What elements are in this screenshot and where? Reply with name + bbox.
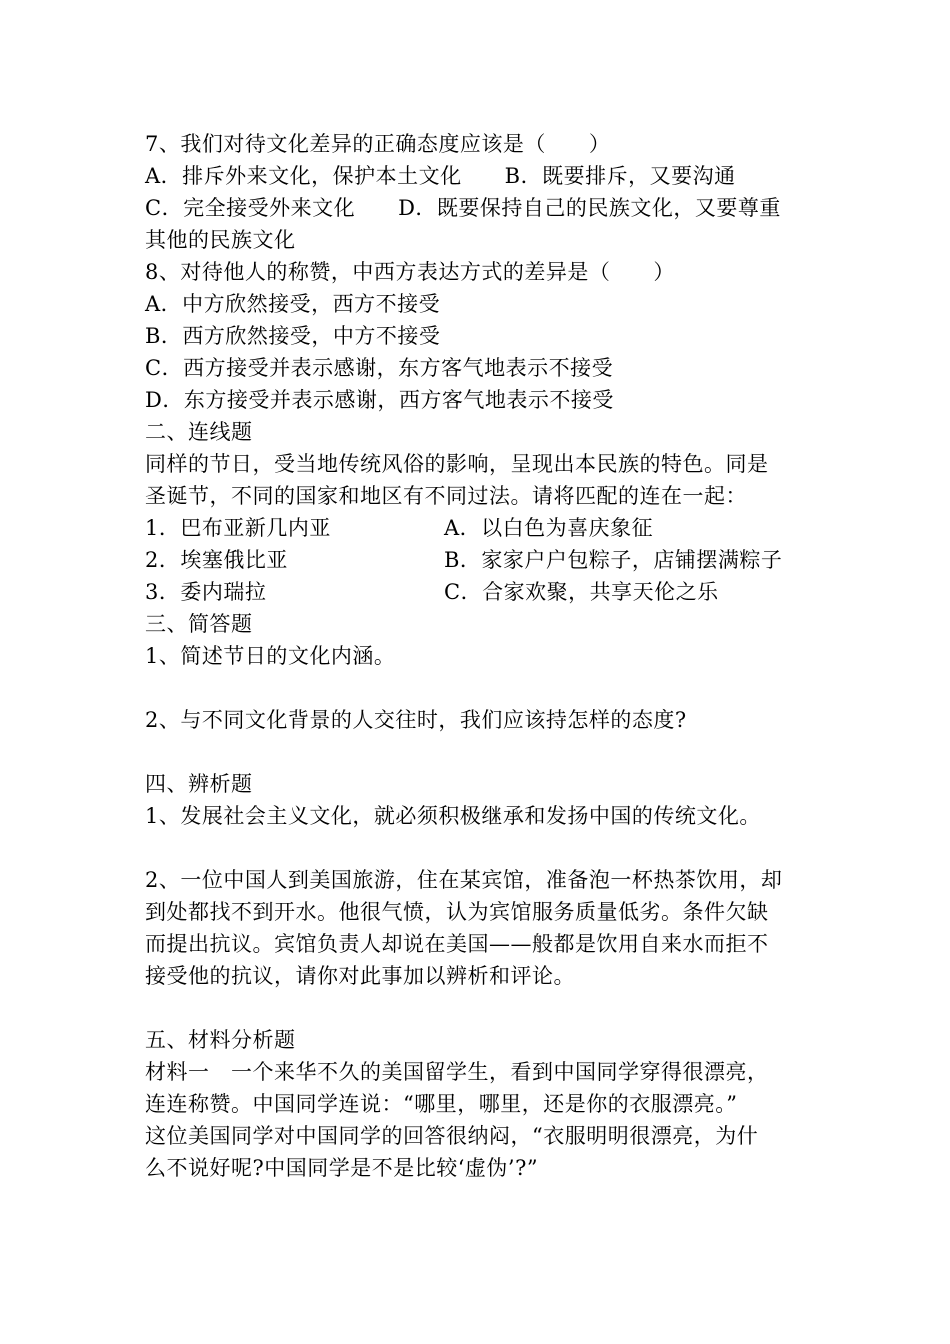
section3-q1: 1、简述节日的文化内涵。 [145, 644, 396, 668]
section4-q2-line4: 接受他的抗议，请你对此事加以辨析和评论。 [145, 964, 575, 988]
section4-title: 四、辨析题 [145, 772, 253, 796]
section2-intro-1: 同样的节日，受当地传统风俗的影响，呈现出本民族的特色。同是 [145, 452, 769, 476]
section4-q2-line3: 而提出抗议。宾馆负责人却说在美国——般都是饮用自来水而拒不 [145, 932, 769, 956]
q7-options-ab: A．排斥外来文化，保护本土文化 B．既要排斥，又要沟通 [145, 164, 736, 188]
section2-title: 二、连线题 [145, 420, 253, 444]
material1-line4: 么不说好呢?中国同学是不是比较‘虚伪’?” [145, 1156, 539, 1180]
match-left-2: 2．埃塞俄比亚 [145, 548, 288, 572]
match-left-1: 1．巴布亚新几内亚 [145, 516, 331, 540]
section3-q2: 2、与不同文化背景的人交往时，我们应该持怎样的态度? [145, 708, 687, 732]
q7-options-cd-cont: 其他的民族文化 [145, 228, 296, 252]
q8-option-a: A．中方欣然接受，西方不接受 [145, 292, 441, 316]
q8-option-d: D．东方接受并表示感谢，西方客气地表示不接受 [145, 388, 614, 412]
section3-title: 三、简答题 [145, 612, 253, 636]
section4-q1: 1、发展社会主义文化，就必须积极继承和发扬中国的传统文化。 [145, 804, 761, 828]
match-right-c: C．合家欢聚，共享天伦之乐 [444, 580, 719, 604]
section5-title: 五、材料分析题 [145, 1028, 296, 1052]
q7-stem: 7、我们对待文化差异的正确态度应该是（ ） [145, 132, 611, 156]
q8-stem: 8、对待他人的称赞，中西方表达方式的差异是（ ） [145, 260, 675, 284]
material1-line1: 材料一 一个来华不久的美国留学生，看到中国同学穿得很漂亮， [145, 1060, 769, 1084]
q7-options-cd: C．完全接受外来文化 D．既要保持自己的民族文化，又要尊重 [145, 196, 781, 220]
q8-option-b: B．西方欣然接受，中方不接受 [145, 324, 441, 348]
match-left-3: 3．委内瑞拉 [145, 580, 267, 604]
section4-q2-line1: 2、一位中国人到美国旅游，住在某宾馆，准备泡一杯热茶饮用，却 [145, 868, 783, 892]
q8-option-c: C．西方接受并表示感谢，东方客气地表示不接受 [145, 356, 614, 380]
material1-line2: 连连称赞。中国同学连说：“哪里，哪里，还是你的衣服漂亮。” [145, 1092, 738, 1116]
section4-q2-line2: 到处都找不到开水。他很气愤，认为宾馆服务质量低劣。条件欠缺 [145, 900, 769, 924]
match-right-b: B．家家户户包粽子，店铺摆满粽子 [444, 548, 783, 572]
section2-intro-2: 圣诞节，不同的国家和地区有不同过法。请将匹配的连在一起： [145, 484, 747, 508]
match-right-a: A．以白色为喜庆象征 [444, 516, 654, 540]
material1-line3: 这位美国同学对中国同学的回答很纳闷，“衣服明明很漂亮，为什 [145, 1124, 759, 1148]
